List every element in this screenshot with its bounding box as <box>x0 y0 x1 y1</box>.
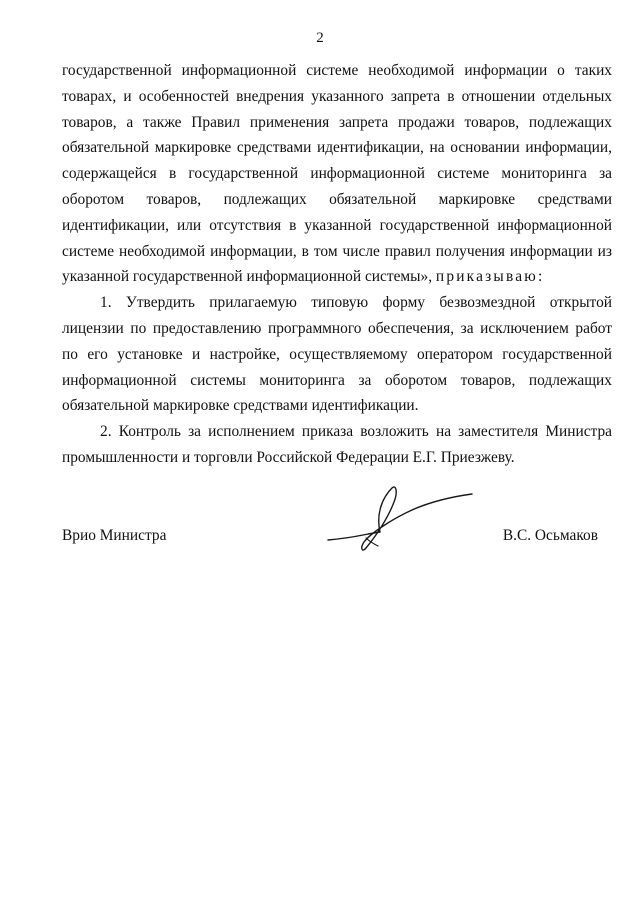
page-number: 2 <box>316 30 324 46</box>
signatory-title: Врио Министра <box>62 527 167 544</box>
intro-text: государственной информационной системе необходимой информации о таких товарах, и особенностей внедрения указанного запрета в отношении отдельных товаров, а также Правил применения запрета продажи товаров, подлежащих обязательной маркировке средствами идентификации, на основании информации, содержащейся в государственной информационной системе мониторинга за оборотом товаров, подлежащих обязательной маркировке средствами идентификации, или отсутствия в указанной государственной информационной системе необходимой информации, в том числе правил получения информации из указанной государственной информационной системы», <box>62 62 612 286</box>
paragraph-1: 1. Утвердить прилагаемую типовую форму безвозмездной открытой лицензии по предоставлению программного обеспечения, за исключением работ по его установке и настройке, осуществляемому оператором государственной информационной системы мониторинга за оборотом товаров, подлежащих обязательной маркировке средствами идентификации. <box>62 294 612 415</box>
order-word: приказываю: <box>435 268 545 286</box>
signatory-name: В.С. Осьмаков <box>502 527 598 544</box>
signature-block <box>62 527 612 551</box>
intro-paragraph <box>62 58 612 290</box>
document-body <box>62 58 612 471</box>
paragraph-2: 2. Контроль за исполнением приказа возложить на заместителя Министра промышленности и торговли Российской Федерации Е.Г. Приезжеву. <box>62 423 612 466</box>
